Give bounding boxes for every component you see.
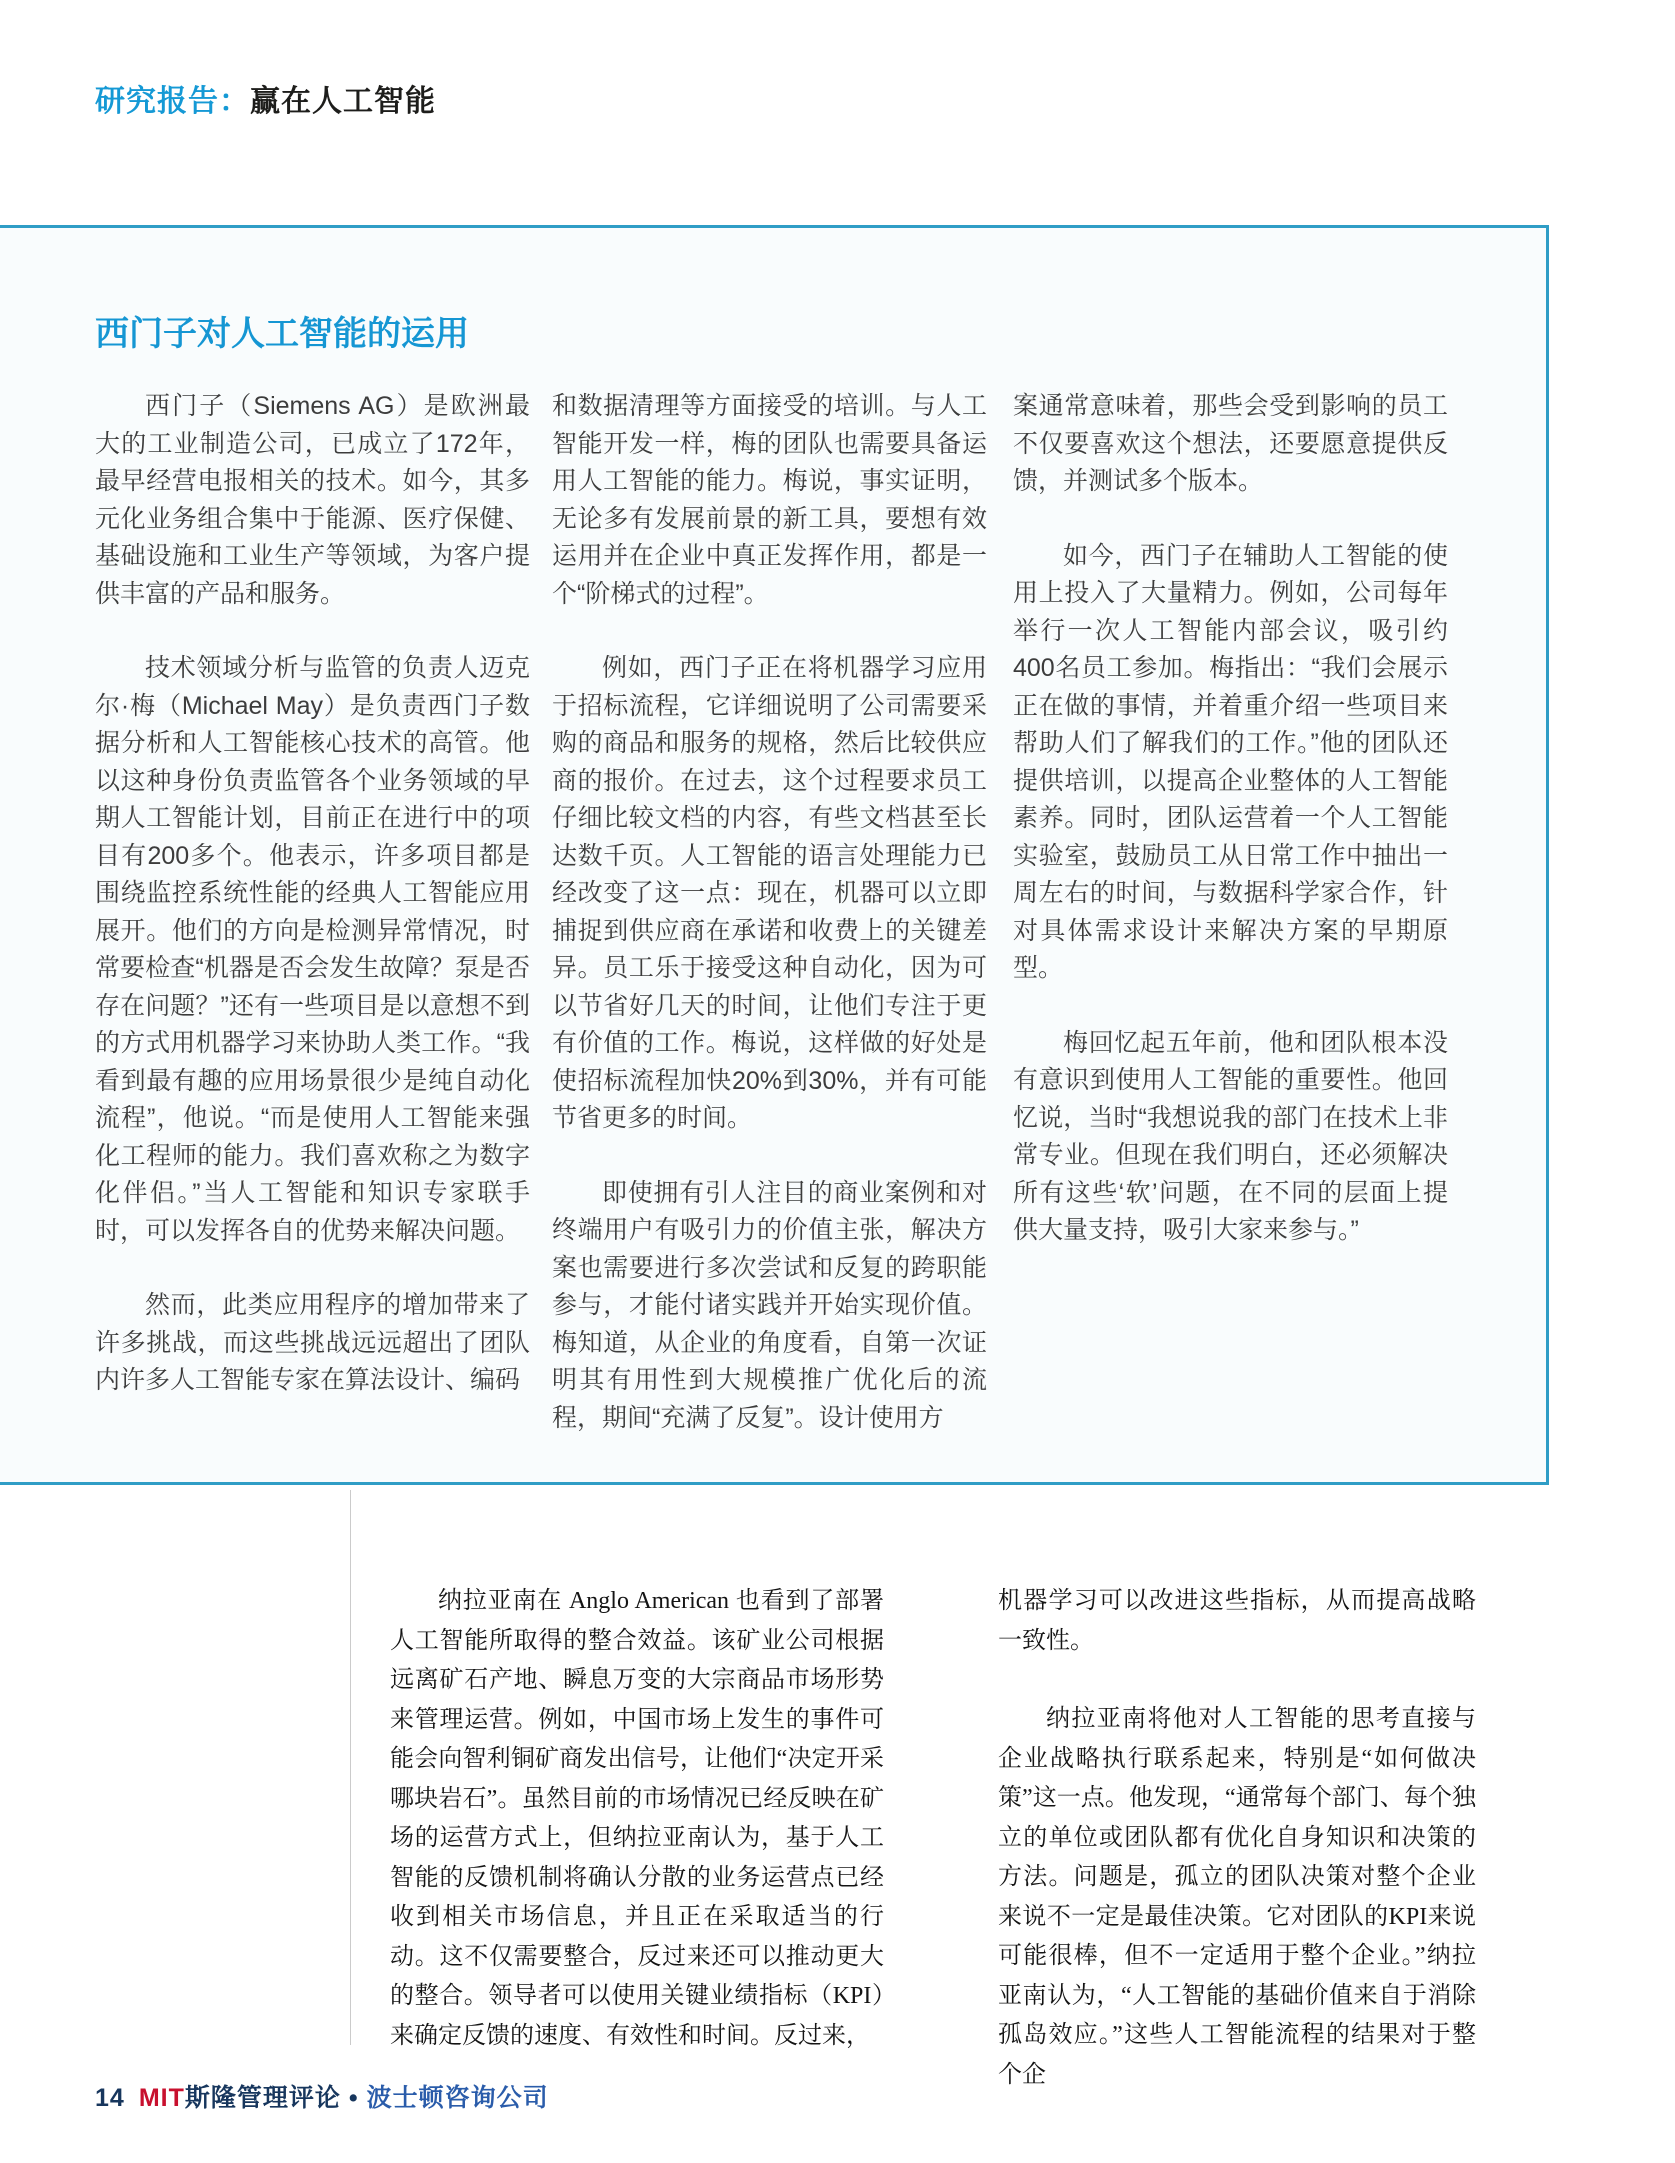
paragraph: 西门子（Siemens AG）是欧洲最大的工业制造公司，已成立了172年，最早经营电报相关的技术。如今，其多元化业务组合集中于能源、医疗保健、基础设施和工业生产等领域，为客户提供丰富的产品和服务。 xyxy=(95,392,530,608)
paragraph: 然而，此类应用程序的增加带来了许多挑战，而这些挑战远远超出了团队内许多人工智能专家在算法设计、编码 xyxy=(95,1291,530,1394)
siemens-section-box xyxy=(0,225,1549,1485)
paragraph: 纳拉亚南将他对人工智能的思考直接与企业战略执行联系起来，特别是“如何做决策”这一点。他发现，“通常每个部门、每个独立的单位或团队都有优化自身知识和决策的方法。问题是，孤立的团队决策对整个企业来说不一定是最佳决策。它对团队的KPI来说可能很棒，但不一定适用于整个企业。”纳拉亚南认为，“人工智能的基础价值来自于消除孤岛效应。”这些人工智能流程的结果对于整个企 xyxy=(998,1706,1476,2088)
running-header xyxy=(95,76,436,120)
paragraph-continuation: 案通常意味着，那些会受到影响的员工不仅要喜欢这个想法，还要愿意提供反馈，并测试多个版本。 xyxy=(1013,392,1448,495)
footer-separator-dot: • xyxy=(348,2084,359,2112)
footer-partner: 波士顿咨询公司 xyxy=(366,2084,549,2112)
box-column-2 xyxy=(552,388,987,1474)
section-title: 西门子对人工智能的运用 xyxy=(95,315,469,353)
footer-brand-cn: 斯隆管理评论 xyxy=(184,2084,341,2112)
paragraph-continuation: 机器学习可以改进这些指标，从而提高战略一致性。 xyxy=(998,1588,1476,1654)
paragraph: 即使拥有引人注目的商业案例和对终端用户有吸引力的价值主张，解决方案也需要进行多次尝试和反复的跨职能参与，才能付诸实践并开始实现价值。梅知道，从企业的角度看，自第一次证明其有用性到大规模推广优化后的流程，期间“充满了反复”。设计使用方 xyxy=(552,1178,987,1432)
page-footer xyxy=(95,2078,549,2114)
lower-column-right xyxy=(998,1582,1476,2134)
vertical-divider-rule xyxy=(350,1490,351,2045)
paragraph-continuation: 和数据清理等方面接受的培训。与人工智能开发一样，梅的团队也需要具备运用人工智能的能力。梅说，事实证明，无论多有发展前景的新工具，要想有效运用并在企业中真正发挥作用，都是一个“阶梯式的过程”。 xyxy=(552,392,987,608)
paragraph: 例如，西门子正在将机器学习应用于招标流程，它详细说明了公司需要采购的商品和服务的规格，然后比较供应商的报价。在过去，这个过程要求员工仔细比较文档的内容，有些文档甚至长达数千页。人工智能的语言处理能力已经改变了这一点：现在，机器可以立即捕捉到供应商在承诺和收费上的关键差异。员工乐于接受这种自动化，因为可以节省好几天的时间，让他们专注于更有价值的工作。梅说，这样做的好处是使招标流程加快20%到30%，并有可能节省更多的时间。 xyxy=(552,654,987,1132)
page-number: 14 xyxy=(95,2084,125,2112)
report-category-label: 研究报告： xyxy=(95,85,250,118)
paragraph: 纳拉亚南在 Anglo American 也看到了部署人工智能所取得的整合效益。该矿业公司根据远离矿石产地、瞬息万变的大宗商品市场形势来管理运营。例如，中国市场上发生的事件可能会向智利铜矿商发出信号，让他们“决定开采哪块岩石”。虽然目前的市场情况已经反映在矿场的运营方式上，但纳拉亚南认为，基于人工智能的反馈机制将确认分散的业务运营点已经收到相关市场信息，并且正在采取适当的行动。这不仅需要整合，反过来还可以推动更大的整合。领导者可以使用关键业绩指标（KPI）来确定反馈的速度、有效性和时间。反过来， xyxy=(390,1588,884,2049)
footer-brand-mit: MIT xyxy=(138,2084,185,2112)
box-column-3 xyxy=(1013,388,1448,1287)
box-column-1 xyxy=(95,388,530,1437)
paragraph: 梅回忆起五年前，他和团队根本没有意识到使用人工智能的重要性。他回忆说，当时“我想说我的部门在技术上非常专业。但现在我们明白，还必须解决所有这些‘软’问题，在不同的层面上提供大量支持，吸引大家来参与。” xyxy=(1013,1028,1448,1244)
paragraph: 技术领域分析与监管的负责人迈克尔·梅（Michael May）是负责西门子数据分析和人工智能核心技术的高管。他以这种身份负责监管各个业务领域的早期人工智能计划，目前正在进行中的项目有200多个。他表示，许多项目都是围绕监控系统性能的经典人工智能应用展开。他们的方向是检测异常情况，时常要检查“机器是否会发生故障？泵是否存在问题？”还有一些项目是以意想不到的方式用机器学习来协助人类工作。“我看到最有趣的应用场景很少是纯自动化流程”，他说。“而是使用人工智能来强化工程师的能力。我们喜欢称之为数字化伴侣。”当人工智能和知识专家联手时，可以发挥各自的优势来解决问题。 xyxy=(95,654,530,1245)
lower-column-left xyxy=(390,1582,884,2095)
report-title: 赢在人工智能 xyxy=(250,85,436,118)
paragraph: 如今，西门子在辅助人工智能的使用上投入了大量精力。例如，公司每年举行一次人工智能内部会议，吸引约400名员工参加。梅指出：“我们会展示正在做的事情，并着重介绍一些项目来帮助人们了解我们的工作。”他的团队还提供培训，以提高企业整体的人工智能素养。同时，团队运营着一个人工智能实验室，鼓励员工从日常工作中抽出一周左右的时间，与数据科学家合作，针对具体需求设计来解决方案的早期原型。 xyxy=(1013,541,1448,982)
